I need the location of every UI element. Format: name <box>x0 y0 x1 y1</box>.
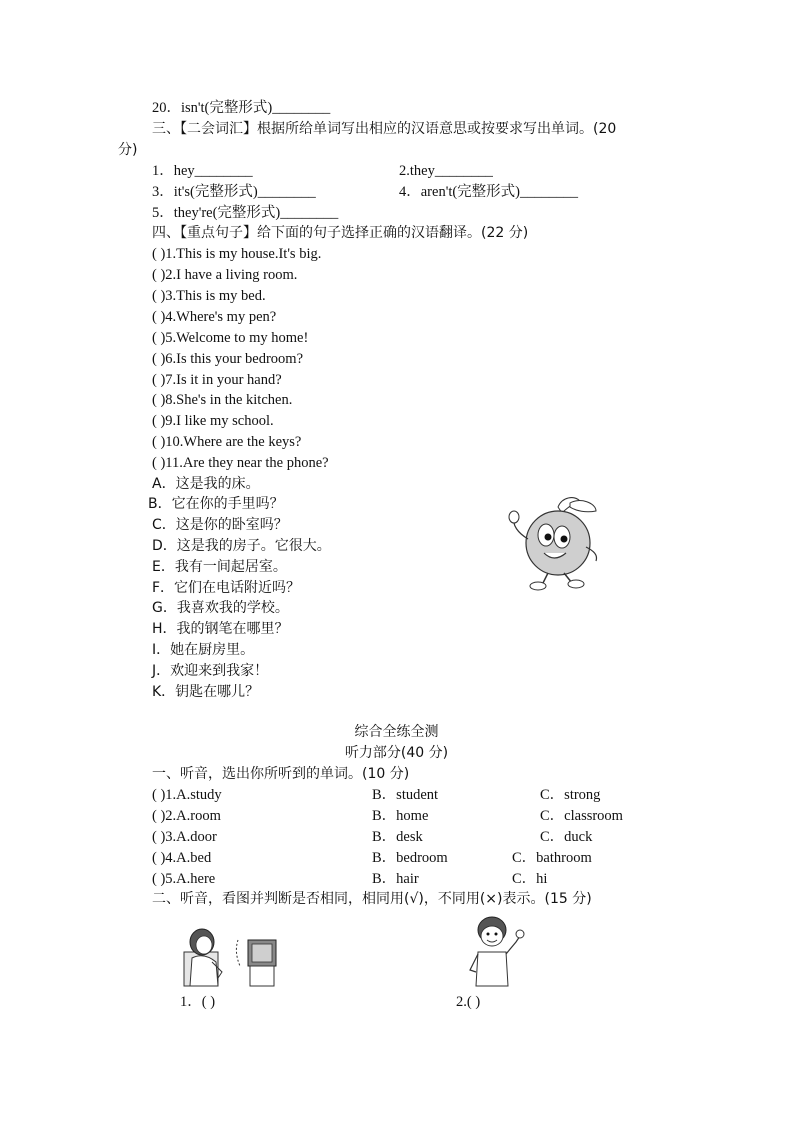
listen-row-2-a: ( )2.A.room <box>152 808 221 824</box>
sentence-3: ( )3.This is my bed. <box>152 288 266 304</box>
option-g: G．我喜欢我的学校。 <box>152 600 289 616</box>
listen-row-1-a: ( )1.A.study <box>152 787 222 803</box>
orange-mascot-illustration <box>500 495 610 593</box>
item-20: 20．isn't(完整形式)________ <box>152 100 331 116</box>
option-j: J．欢迎来到我家！ <box>152 663 269 679</box>
option-f: F．它们在电话附近吗？ <box>152 580 301 596</box>
picture-2-answer: 2.( ) <box>456 994 481 1010</box>
listen-row-3-c: C．duck <box>540 829 593 845</box>
section3-item-4: 4．aren't(完整形式)________ <box>399 184 578 200</box>
picture-1-answer: 1．( ) <box>180 994 216 1010</box>
sentence-11: ( )11.Are they near the phone? <box>152 455 329 471</box>
sentence-8: ( )8.She's in the kitchen. <box>152 392 293 408</box>
listening-section1-title: 一、听音，选出你所听到的单词。(10 分) <box>152 766 410 782</box>
listen-row-5-a: ( )5.A.here <box>152 871 216 887</box>
section3-item-1: 1．hey________ <box>152 163 253 179</box>
section4-title: 四、【重点句子】给下面的句子选择正确的汉语翻译。(22 分) <box>152 225 529 241</box>
section3-title: 三、【二会词汇】根据所给单词写出相应的汉语意思或按要求写出单词。(20 <box>152 121 617 137</box>
listening-section2-title: 二、听音，看图并判断是否相同，相同用(√)，不同用(×)表示。(15 分) <box>152 891 592 907</box>
option-a: A．这是我的床。 <box>152 476 260 492</box>
option-d: D．这是我的房子。它很大。 <box>152 538 331 554</box>
option-e: E．我有一间起居室。 <box>152 559 287 575</box>
waving-boy-illustration <box>460 912 526 988</box>
sentence-1: ( )1.This is my house.It's big. <box>152 246 322 262</box>
sentence-4: ( )4.Where's my pen? <box>152 309 277 325</box>
sentence-10: ( )10.Where are the keys? <box>152 434 302 450</box>
sentence-5: ( )5.Welcome to my home! <box>152 330 309 346</box>
option-i: I．她在厨房里。 <box>152 642 255 658</box>
listen-row-4-c: C．bathroom <box>512 850 592 866</box>
child-watching-tv-illustration <box>182 922 280 988</box>
section3-item-3: 3．it's(完整形式)________ <box>152 184 316 200</box>
sentence-2: ( )2.I have a living room. <box>152 267 298 283</box>
listen-row-5-c: C．hi <box>512 871 548 887</box>
option-b: B．它在你的手里吗？ <box>148 496 284 512</box>
listen-row-2-b: B．home <box>372 808 429 824</box>
listen-row-2-c: C．classroom <box>540 808 623 824</box>
section3-item-2: 2.they________ <box>399 163 493 179</box>
listen-row-1-c: C．strong <box>540 787 601 803</box>
option-k: K．钥匙在哪儿？ <box>152 684 260 700</box>
listen-row-5-b: B．hair <box>372 871 419 887</box>
listen-row-3-b: B．desk <box>372 829 423 845</box>
sentence-7: ( )7.Is it in your hand? <box>152 372 282 388</box>
test-title: 综合全练全测 <box>354 724 439 740</box>
option-c: C．这是你的卧室吗？ <box>152 517 288 533</box>
sentence-6: ( )6.Is this your bedroom? <box>152 351 304 367</box>
listen-row-4-a: ( )4.A.bed <box>152 850 212 866</box>
section3-item-5: 5．they're(完整形式)________ <box>152 205 339 221</box>
listen-row-3-a: ( )3.A.door <box>152 829 217 845</box>
test-subtitle: 听力部分(40 分) <box>344 745 449 761</box>
listen-row-1-b: B．student <box>372 787 439 803</box>
sentence-9: ( )9.I like my school. <box>152 413 274 429</box>
listen-row-4-b: B．bedroom <box>372 850 448 866</box>
option-h: H．我的钢笔在哪里？ <box>152 621 289 637</box>
section3-title-cont: 分) <box>118 142 138 158</box>
